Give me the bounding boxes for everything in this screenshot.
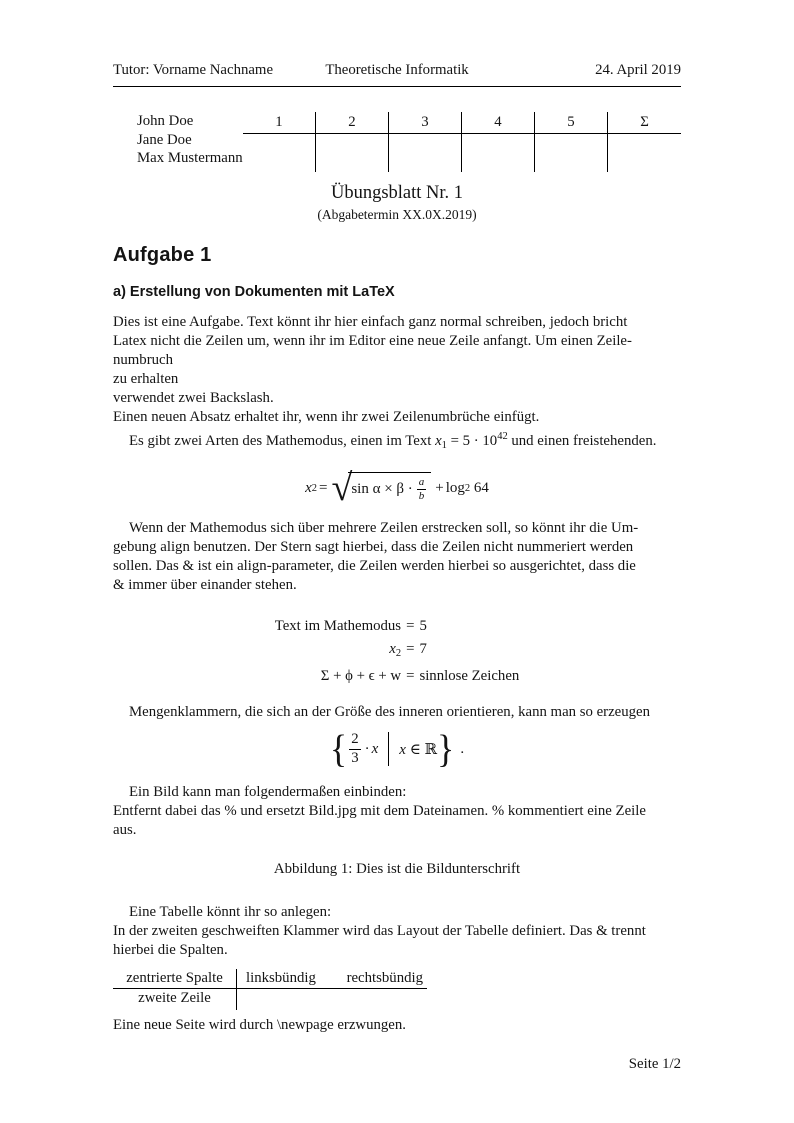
paragraph-line: Eine neue Seite wird durch \newpage erzwungen. (113, 1017, 406, 1033)
align-lhs (275, 640, 401, 663)
paragraph-line: Eine Tabelle könnt ihr so anlegen: (129, 904, 332, 920)
align-rhs: sinnlose Zeichen (419, 668, 520, 684)
radical-icon: √ (331, 467, 353, 509)
formula-period: . (460, 740, 465, 757)
align-rhs: 7 (419, 641, 427, 657)
page-number: Seite 1/2 (628, 1056, 681, 1072)
paragraph-line: Ein Bild kann man folgendermaßen einbinden: (129, 784, 407, 800)
points-column-header: 4 (462, 112, 535, 134)
set-condition (399, 740, 437, 759)
paragraph-line: zu erhalten (113, 371, 179, 387)
plus-sign: + (435, 479, 444, 496)
points-column-header: 5 (535, 112, 608, 134)
table-cell: zentrierte Spalte (113, 969, 237, 989)
paragraph-line: sollen. Das & ist ein align-parameter, die Zeilen werden hierbei so ausgerichtet, dass die (113, 558, 636, 574)
equals-sign: = (406, 668, 415, 684)
table-cell: rechtsbündig (329, 969, 427, 989)
vertical-bar-delimiter (388, 732, 389, 766)
paragraph-tabelle (113, 903, 681, 960)
equals-sign: = (406, 641, 415, 657)
square-root (331, 467, 431, 509)
student-name: Jane Doe (137, 131, 192, 148)
paragraph-line: Entfernt dabei das % und ersetzt Bild.jpg mit dem Dateinamen. % kommentiert eine Zeile (113, 803, 646, 819)
points-cell-empty (316, 134, 389, 172)
fraction-denominator: b (418, 489, 425, 502)
points-cell-empty (243, 134, 316, 172)
fraction-numerator: 2 (349, 731, 360, 750)
inline-math-subscript: 1 (441, 440, 447, 451)
display-formula-sqrt (113, 463, 681, 513)
points-cell-empty (462, 134, 535, 172)
table-cell: linksbündig (237, 969, 329, 989)
header-date: 24. April 2019 (595, 62, 682, 78)
radicand-text: sin α × β · (351, 480, 413, 497)
log-base: 2 (464, 482, 471, 494)
student-name: John Doe (137, 113, 194, 129)
align-lhs: Σ + ϕ + ϵ + w (320, 668, 402, 684)
table-cell-empty (329, 989, 427, 1010)
paragraph-line-inline-math (113, 427, 681, 455)
paragraph-line: Einen neuen Absatz erhaltet ihr, wenn ihr zwei Zeilenumbrüche einfügt. (113, 409, 540, 425)
points-table (243, 112, 681, 172)
display-formula-set (113, 725, 681, 773)
inline-math-mid: = 5 · 10 (446, 433, 498, 449)
sheet-subtitle: (Abgabetermin XX.0X.2019) (317, 207, 477, 222)
condition-var: x (399, 741, 406, 758)
table-cell: zweite Zeile (113, 989, 237, 1010)
aligned-equations (275, 617, 520, 686)
points-cell-empty (389, 134, 462, 172)
paragraph-intro (113, 313, 681, 455)
table-cell-empty (237, 989, 329, 1010)
fraction-2-3 (349, 731, 360, 768)
document-header (113, 62, 681, 87)
header-course-title: Theoretische Informatik (325, 62, 469, 78)
equals-sign: = (319, 479, 328, 496)
equals-sign: = (406, 618, 415, 634)
sheet-title: Übungsblatt Nr. 1 (330, 183, 464, 203)
student-name: Max Mustermann (137, 150, 243, 167)
student-names (137, 112, 242, 172)
formula-lhs-subscript: 2 (311, 482, 317, 494)
left-brace-delimiter: { (329, 727, 348, 771)
title-block (113, 183, 681, 223)
sample-table (113, 969, 681, 1010)
paragraph-line: In der zweiten geschweiften Klammer wird das Layout der Tabelle definiert. Das & trennt (113, 923, 646, 939)
inline-math-exponent: 42 (497, 431, 508, 442)
task-subheading: a) Erstellung von Dokumenten mit LaTeX (113, 284, 395, 300)
right-brace-delimiter: } (437, 727, 455, 771)
condition-rest: ∈ ℝ (405, 741, 438, 758)
paragraph-line: numbruch (113, 352, 173, 368)
inline-math-var: x (435, 433, 442, 449)
set-var: x (371, 740, 379, 757)
points-column-header: 3 (389, 112, 462, 134)
log-argument: 64 (473, 479, 489, 496)
paragraph-line: verwendet zwei Backslash. (113, 390, 274, 406)
points-column-header: 2 (316, 112, 389, 134)
fraction-a-b (417, 476, 427, 502)
task-heading: Aufgabe 1 (113, 244, 212, 266)
paragraph-bild (113, 783, 681, 840)
inline-math-pre: Es gibt zwei Arten des Mathemodus, einen im Text (129, 433, 436, 449)
paragraph-line: aus. (113, 822, 137, 838)
paragraph-line: hierbei die Spalten. (113, 942, 228, 958)
points-column-header-sum: Σ (608, 112, 681, 134)
points-section (113, 112, 681, 172)
paragraph-line: Mengenklammern, die sich an der Größe des inneren orientieren, kann man so erzeugen (129, 704, 650, 720)
paragraph-line: Latex nicht die Zeilen um, wenn ihr im Editor eine neue Zeile anfangt. Um einen Zeile- (113, 333, 632, 349)
align-rhs: 5 (419, 618, 427, 634)
points-cell-empty (608, 134, 681, 172)
paragraph-line: Wenn der Mathemodus sich über mehrere Zeilen erstrecken soll, so könnt ihr die Um- (129, 520, 639, 536)
log-operator: log (445, 479, 465, 496)
formula-lhs-var: x (305, 479, 312, 496)
points-column-header: 1 (243, 112, 316, 134)
fraction-numerator: a (418, 476, 425, 488)
points-cell-empty (535, 134, 608, 172)
page-content (113, 0, 681, 1034)
fraction-denominator: 3 (351, 749, 359, 766)
align-lhs: Text im Mathemodus (274, 618, 402, 634)
paragraph-align-env (113, 519, 681, 595)
inline-math-post: und einen freistehenden. (507, 433, 657, 449)
align-var: x (389, 641, 396, 657)
paragraph-line: & immer über einander stehen. (113, 577, 297, 593)
radicand (348, 472, 431, 502)
figure-caption: Abbildung 1: Dies ist die Bildunterschrift (273, 861, 521, 877)
header-tutor: Tutor: Vorname Nachname (113, 62, 274, 78)
cdot-operator: · (364, 740, 370, 757)
paragraph-line: gebung align benutzen. Der Stern sagt hierbei, dass die Zeilen nicht nummeriert werden (113, 539, 634, 555)
align-var-subscript: 2 (395, 648, 402, 659)
paragraph-line: Dies ist eine Aufgabe. Text könnt ihr hier einfach ganz normal schreiben, jedoch bricht (113, 314, 628, 330)
